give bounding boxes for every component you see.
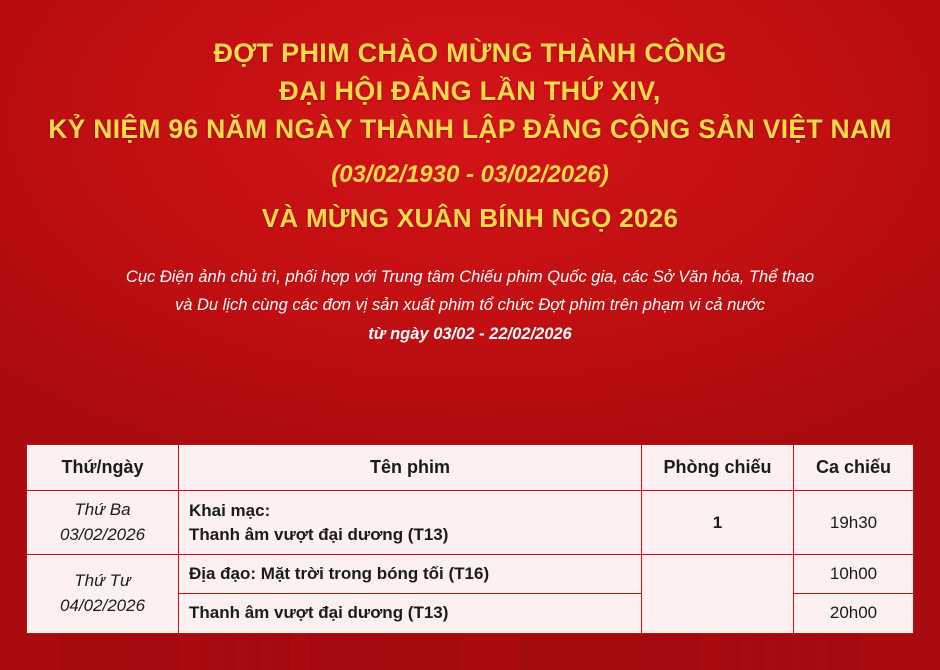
table-row [27, 491, 914, 555]
row-1-day-cell [27, 555, 179, 633]
title-line-3: KỶ NIỆM 96 NĂM NGÀY THÀNH LẬP ĐẢNG CỘNG SẢN VIỆT NAM [48, 113, 892, 144]
row-0-day-line-1: Thứ Ba [74, 500, 131, 519]
description-line-3: từ ngày 03/02 - 22/02/2026 [368, 324, 572, 343]
row-1-time-cell-2: 20h00 [794, 594, 914, 633]
title-line-1: ĐỢT PHIM CHÀO MỪNG THÀNH CÔNG [213, 38, 727, 68]
table-row [27, 555, 914, 594]
row-0-film-cell [179, 491, 642, 555]
row-0-day-line-2: 03/02/2026 [59, 524, 146, 544]
row-0-film-line-2: Thanh âm vượt đại dương (T13) [189, 524, 449, 544]
row-1-day-line-1: Thứ Tư [74, 571, 131, 591]
column-header-time: Ca chiếu [794, 445, 914, 491]
row-1-room-cell [642, 555, 794, 633]
title-line-2: ĐẠI HỘI ĐẢNG LẦN THỨ XIV, [279, 76, 661, 107]
row-1-film-cell-2: Thanh âm vượt đại dương (T13) [179, 594, 642, 633]
row-0-film-line-1: Khai mạc: [189, 500, 271, 520]
row-0-room-cell: 1 [642, 491, 794, 555]
poster-header [0, 0, 940, 237]
title-line-5: VÀ MỪNG XUÂN BÍNH NGỌ 2026 [261, 202, 679, 233]
row-1-film-cell-1: Địa đạo: Mặt trời trong bóng tối (T16) [179, 555, 642, 594]
row-0-time-cell: 19h30 [794, 491, 914, 555]
schedule-table [26, 444, 914, 634]
row-0-day-cell [27, 491, 179, 555]
anniversary-date-range: (03/02/1930 - 03/02/2026) [331, 161, 609, 189]
description-line-1: Cục Điện ảnh chủ trì, phối hợp với Trung tâm Chiếu phim Quốc gia, các Sở Văn hóa, Thể thao [125, 267, 815, 286]
column-header-film: Tên phim [179, 445, 642, 491]
description-block [0, 263, 940, 348]
column-header-day: Thứ/ngày [27, 445, 179, 491]
row-1-day-line-2: 04/02/2026 [59, 595, 146, 615]
row-1-time-cell-1: 10h00 [794, 555, 914, 594]
table-header-row [27, 445, 914, 491]
column-header-room: Phòng chiếu [642, 445, 794, 491]
description-line-2: và Du lịch cùng các đơn vị sản xuất phim tổ chức Đợt phim trên phạm vi cả nước [174, 296, 766, 315]
schedule-table-container [26, 444, 914, 634]
